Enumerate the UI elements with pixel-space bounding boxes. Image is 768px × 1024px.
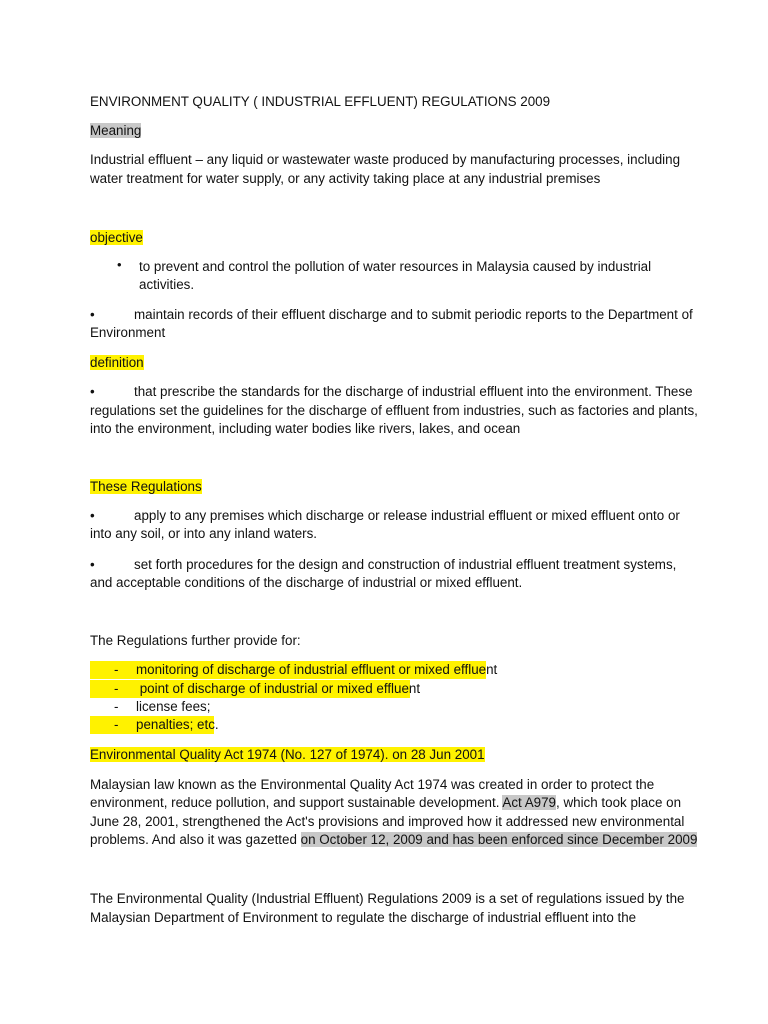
- definition-line: into the environment, including water bodies like rivers, lakes, and ocean: [90, 421, 521, 436]
- objective-item-line: Environment: [90, 325, 166, 340]
- objective-item-line: to prevent and control the pollution of water resources in Malaysia caused by industrial: [139, 259, 652, 274]
- act-number-highlight: Act A979: [502, 795, 557, 810]
- document-title: ENVIRONMENT QUALITY ( INDUSTRIAL EFFLUENT) REGULATIONS 2009: [90, 94, 551, 109]
- act-paragraph-line: [90, 831, 697, 849]
- dash-marker: -: [114, 681, 119, 696]
- act-text: environment, reduce pollution, and support sustainable development.: [90, 795, 503, 810]
- provide-item-text: point of discharge of industrial or mixed effluent: [136, 681, 421, 696]
- act-paragraph-line: Malaysian law known as the Environmental Quality Act 1974 was created in order to protect the: [90, 777, 655, 792]
- objective-heading: objective: [90, 230, 143, 245]
- meaning-text-line: Industrial effluent – any liquid or wastewater waste produced by manufacturing processes, including: [90, 152, 681, 167]
- regulations-line: and acceptable conditions of the discharge of industrial or mixed effluent.: [90, 575, 523, 590]
- bullet-icon: •: [90, 307, 95, 322]
- gazette-date-highlight: on October 12, 2009 and has been enforced since December 2009: [300, 832, 698, 847]
- provide-list-item: [90, 680, 421, 698]
- bullet-icon: •: [90, 557, 95, 572]
- bullet-icon: •: [117, 257, 122, 272]
- definition-line: that prescribe the standards for the discharge of industrial effluent into the environment. These: [134, 384, 693, 399]
- dash-marker: -: [114, 717, 119, 732]
- act-paragraph-line: June 28, 2001, strengthened the Act's provisions and improved how it addressed new environmental: [90, 814, 685, 829]
- meaning-text-line: water treatment for water supply, or any activity taking place at any industrial premises: [90, 171, 601, 186]
- provide-item-text: license fees;: [136, 699, 211, 714]
- act-text: , which took place on: [556, 795, 682, 810]
- dash-marker: -: [114, 662, 119, 677]
- provide-item-text: monitoring of discharge of industrial effluent or mixed effluent: [136, 662, 498, 677]
- act-text: problems. And also it was gazetted: [90, 832, 301, 847]
- bullet-icon: •: [90, 508, 95, 523]
- provide-item-text: penalties; etc.: [136, 717, 219, 732]
- provide-list-item: [90, 716, 219, 734]
- definition-heading: definition: [90, 355, 144, 370]
- final-paragraph-line: The Environmental Quality (Industrial Effluent) Regulations 2009 is a set of regulations issued by the: [90, 891, 685, 906]
- provide-list-item: [90, 661, 498, 679]
- dash-marker: -: [114, 699, 119, 714]
- act-paragraph-line: [90, 794, 681, 812]
- regulations-heading: These Regulations: [90, 479, 202, 494]
- provide-intro: The Regulations further provide for:: [90, 633, 301, 648]
- objective-item-line: activities.: [139, 277, 195, 292]
- regulations-line: into any soil, or into any inland waters.: [90, 526, 318, 541]
- bullet-icon: •: [90, 384, 95, 399]
- regulations-line: set forth procedures for the design and construction of industrial effluent treatment systems,: [134, 557, 677, 572]
- definition-line: regulations set the guidelines for the discharge of effluent from industries, such as factories and plants,: [90, 403, 698, 418]
- regulations-line: apply to any premises which discharge or release industrial effluent or mixed effluent onto or: [134, 508, 680, 523]
- final-paragraph-line: Malaysian Department of Environment to regulate the discharge of industrial effluent into the: [90, 910, 637, 925]
- objective-item-line: maintain records of their effluent discharge and to submit periodic reports to the Department of: [134, 307, 693, 322]
- act-heading: Environmental Quality Act 1974 (No. 127 of 1974). on 28 Jun 2001: [90, 747, 485, 762]
- meaning-heading: Meaning: [90, 123, 142, 138]
